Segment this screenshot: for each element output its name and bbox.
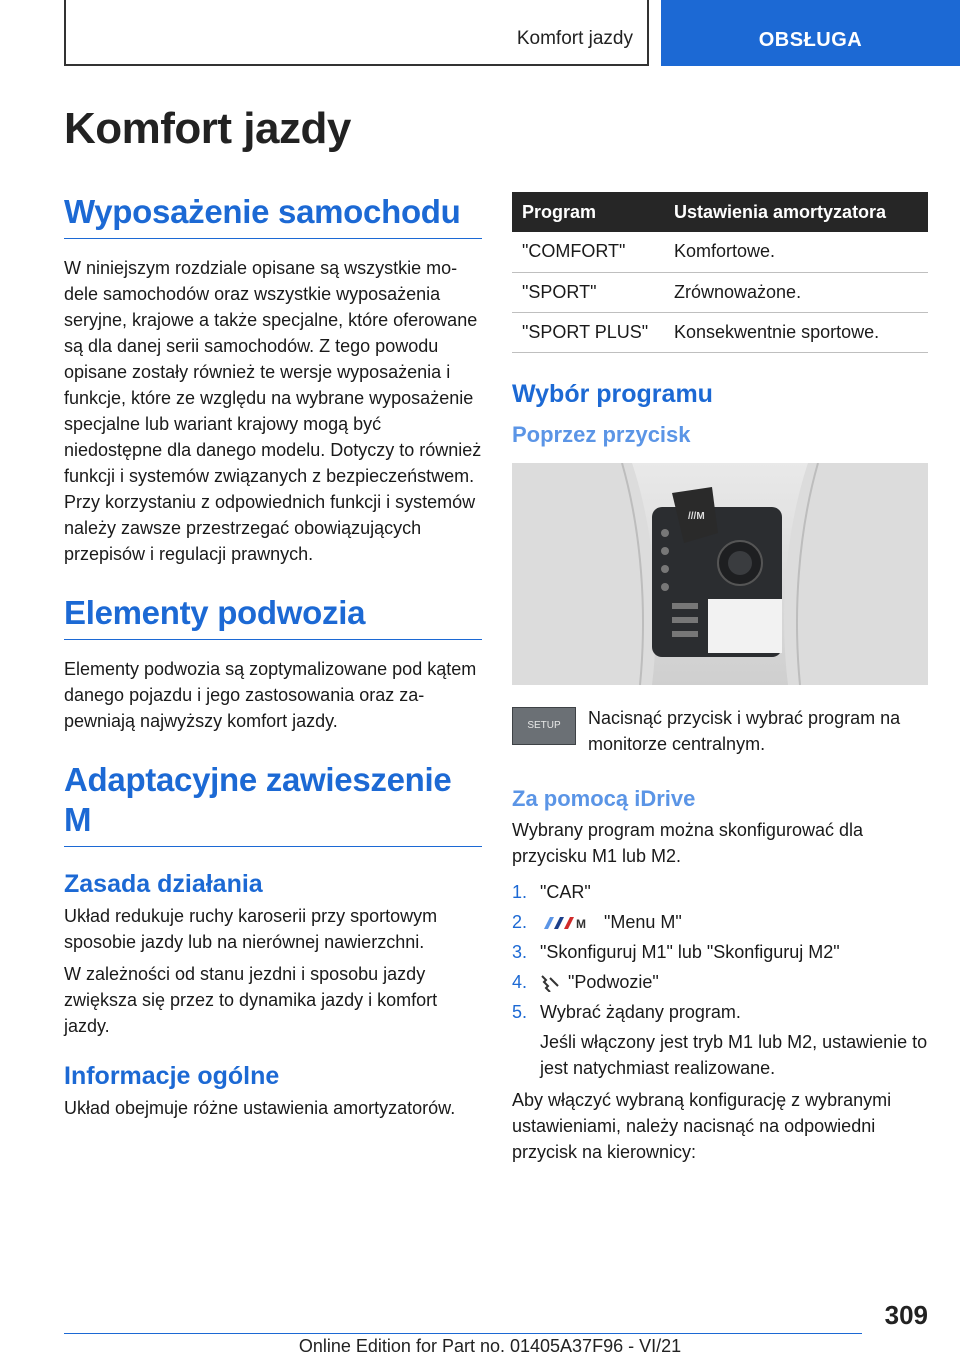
right-column (512, 192, 928, 1165)
heading-via-button: Poprzez przycisk (512, 421, 691, 447)
paragraph-chassis: Elementy podwozia są zoptymalizowane pod kątem danego pojazdu i jego zastosowania oraz zapewniają najwyższy komfort jazdy. (64, 659, 477, 731)
table-row (512, 232, 928, 272)
suspension-icon (540, 974, 560, 992)
heading-program-selection: Wybór programu (512, 379, 713, 408)
step-text: "Menu M" (604, 911, 682, 932)
heading-principle: Zasada działania (64, 870, 263, 898)
m-logo-icon (540, 916, 596, 930)
table-row (512, 272, 928, 312)
table-cell-program: "COMFORT" (512, 232, 664, 272)
paragraph-general: Układ obejmuje różne ustawienia amortyzatorów. (64, 1098, 456, 1118)
chapter-title: Komfort jazdy (64, 104, 351, 153)
list-item (512, 999, 928, 1025)
heading-general: Informacje ogólne (64, 1062, 280, 1090)
step-number: 5. (512, 1001, 528, 1022)
steps-list (512, 879, 928, 1025)
step-text: "Podwozie" (568, 971, 659, 992)
step-number: 4. (512, 971, 528, 992)
step-number: 1. (512, 881, 528, 902)
paragraph-setup: Nacisnąć przycisk i wybrać program na monitorze centralnym. (588, 707, 901, 754)
footer-divider (64, 1333, 862, 1334)
table-header-row (512, 192, 928, 232)
step-number: 2. (512, 911, 528, 932)
svg-text:M: M (576, 916, 586, 930)
heading-idrive: Za pomocą iDrive (512, 785, 696, 811)
heading-adaptive-suspension: Adaptacyjne zawieszenie M (64, 760, 482, 847)
step-text: "CAR" (540, 881, 591, 902)
list-item (512, 909, 928, 935)
heading-equipment: Wyposażenie samochodu (64, 192, 482, 239)
setup-button[interactable]: SETUP (512, 707, 576, 745)
table-header-setting: Ustawienia amortyzatora (664, 192, 928, 232)
list-item (512, 969, 928, 995)
step-text: "Skonfiguruj M1" lub "Skonfiguruj M2" (540, 941, 840, 962)
paragraph-principle-2: W zależności od stanu jezdni i sposobu jazdy zwiększa się przez to dynamika jazdy i komfort jazdy. (64, 964, 438, 1036)
table-cell-program: "SPORT PLUS" (512, 312, 664, 352)
table-row (512, 312, 928, 352)
footer-edition: Online Edition for Part no. 01405A37F96 - VI/21 (298, 1336, 682, 1356)
table-cell-setting: Konsekwentnie sportowe. (664, 312, 928, 352)
heading-chassis: Elementy podwozia (64, 593, 482, 640)
paragraph-step5-note: Jeśli włączony jest tryb M1 lub M2, ustawienie to jest natychmiast realizowane. (540, 1031, 928, 1078)
header-tab[interactable]: OBSŁUGA (661, 0, 960, 66)
paragraph-final: Aby włączyć wybraną konfigurację z wybranymi ustawieniami, należy nacisnąć na odpowiedni przycisk na kierownicy: (512, 1089, 892, 1162)
header-left-frame (64, 0, 649, 66)
center-console-photo (512, 463, 928, 685)
header-section-title: Komfort jazdy (516, 28, 633, 49)
paragraph-idrive: Wybrany program można skonfigurować dla przycisku M1 lub M2. (512, 819, 863, 866)
table-header-program: Program (512, 192, 664, 232)
page-number: 309 (884, 1300, 928, 1330)
paragraph-principle-1: Układ redukuje ruchy karoserii przy sportowym sposobie jazdy lub na nierównej nawierzchni. (64, 906, 438, 952)
paragraph-equipment: W niniejszym rozdziale opisane są wszystkie modele samochodów oraz wszystkie wyposażenia seryjne, krajowe a także specjalne, które oferowane są dla danej serii samochodów. Z tego powodu opisane zostały również te wersje wyposażenia i funkcje, które ze względu na wybrane wyposażenie specjalne lub wariant krajowy mogą być niedostępne dla danego modelu. Dotyczy to również funkcji i systemów związanych z bezpieczeństwem. Przy korzystaniu z odpowiednich funkcji i systemów należy zawsze przestrzegać obowiązujących przepisów i regulacji prawnych. (64, 258, 482, 564)
svg-text:///M: ///M (688, 510, 705, 522)
setup-instruction (512, 705, 928, 757)
table-cell-program: "SPORT" (512, 272, 664, 312)
table-cell-setting: Zrównoważone. (664, 272, 928, 312)
step-text: Wybrać żądany program. (540, 1001, 741, 1022)
list-item (512, 879, 928, 905)
left-column (64, 192, 482, 1121)
step-number: 3. (512, 941, 528, 962)
table-cell-setting: Komfortowe. (664, 232, 928, 272)
list-item (512, 939, 928, 965)
damper-settings-table (512, 192, 928, 353)
